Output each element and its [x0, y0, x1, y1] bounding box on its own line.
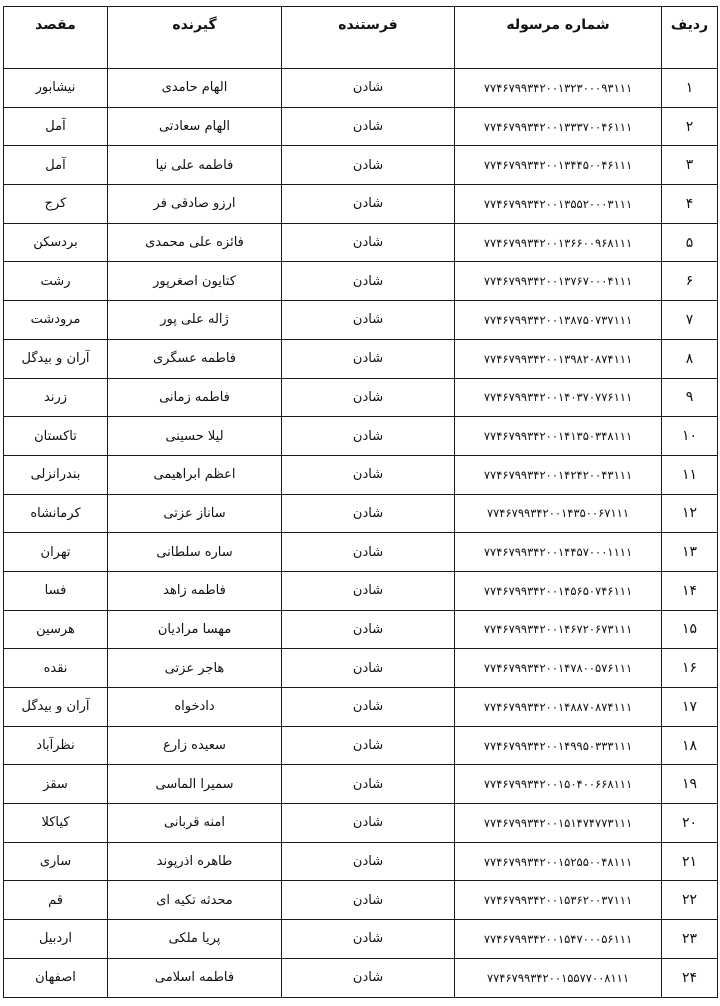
cell-destination: بردسکن	[4, 223, 108, 262]
cell-row-number: ۱۳	[662, 533, 718, 572]
cell-sender: شادن	[282, 649, 455, 688]
cell-receiver: پریا ملکی	[108, 920, 282, 959]
cell-sender: شادن	[282, 417, 455, 456]
header-destination: مقصد	[4, 7, 108, 69]
cell-tracking-number: ۷۷۴۶۷۹۹۳۴۲۰۰۱۴۷۸۰۰۵۷۶۱۱۱	[455, 649, 662, 688]
cell-receiver: ساناز عزتی	[108, 494, 282, 533]
cell-destination: آران و بیدگل	[4, 339, 108, 378]
cell-sender: شادن	[282, 765, 455, 804]
cell-tracking-number: ۷۷۴۶۷۹۹۳۴۲۰۰۱۳۴۴۵۰۰۴۶۱۱۱	[455, 146, 662, 185]
header-row-number: ردیف	[662, 7, 718, 69]
cell-sender: شادن	[282, 378, 455, 417]
cell-row-number: ۱۹	[662, 765, 718, 804]
cell-receiver: فاطمه علی نیا	[108, 146, 282, 185]
cell-row-number: ۱۱	[662, 455, 718, 494]
cell-destination: سقز	[4, 765, 108, 804]
cell-receiver: فاطمه عسگری	[108, 339, 282, 378]
table-row	[4, 958, 718, 997]
cell-destination: آران و بیدگل	[4, 688, 108, 727]
table-row	[4, 610, 718, 649]
table-row	[4, 765, 718, 804]
cell-row-number: ۳	[662, 146, 718, 185]
cell-destination: رشت	[4, 262, 108, 301]
cell-receiver: سمیرا الماسی	[108, 765, 282, 804]
cell-row-number: ۴	[662, 185, 718, 224]
cell-row-number: ۱۶	[662, 649, 718, 688]
cell-sender: شادن	[282, 688, 455, 727]
cell-tracking-number: ۷۷۴۶۷۹۹۳۴۲۰۰۱۴۸۸۷۰۸۷۴۱۱۱	[455, 688, 662, 727]
cell-sender: شادن	[282, 262, 455, 301]
cell-sender: شادن	[282, 726, 455, 765]
cell-receiver: فاطمه اسلامی	[108, 958, 282, 997]
cell-tracking-number: ۷۷۴۶۷۹۹۳۴۲۰۰۱۵۳۶۲۰۰۳۷۱۱۱	[455, 881, 662, 920]
cell-row-number: ۸	[662, 339, 718, 378]
cell-sender: شادن	[282, 533, 455, 572]
table-row	[4, 301, 718, 340]
cell-row-number: ۱۰	[662, 417, 718, 456]
cell-sender: شادن	[282, 494, 455, 533]
table-row	[4, 533, 718, 572]
cell-receiver: الهام سعادتی	[108, 107, 282, 146]
cell-destination: اصفهان	[4, 958, 108, 997]
cell-tracking-number: ۷۷۴۶۷۹۹۳۴۲۰۰۱۴۶۷۲۰۶۷۳۱۱۱	[455, 610, 662, 649]
header-tracking-number: شماره مرسوله	[455, 7, 662, 69]
table-row	[4, 571, 718, 610]
cell-tracking-number: ۷۷۴۶۷۹۹۳۴۲۰۰۱۴۵۶۵۰۷۴۶۱۱۱	[455, 571, 662, 610]
cell-tracking-number: ۷۷۴۶۷۹۹۳۴۲۰۰۱۳۷۶۷۰۰۰۴۱۱۱	[455, 262, 662, 301]
cell-receiver: اعظم ابراهیمی	[108, 455, 282, 494]
cell-destination: آمل	[4, 107, 108, 146]
cell-tracking-number: ۷۷۴۶۷۹۹۳۴۲۰۰۱۴۳۵۰۰۶۷۱۱۱	[455, 494, 662, 533]
cell-row-number: ۲۳	[662, 920, 718, 959]
cell-tracking-number: ۷۷۴۶۷۹۹۳۴۲۰۰۱۴۱۳۵۰۳۴۸۱۱۱	[455, 417, 662, 456]
cell-tracking-number: ۷۷۴۶۷۹۹۳۴۲۰۰۱۳۵۵۲۰۰۰۳۱۱۱	[455, 185, 662, 224]
table-row	[4, 455, 718, 494]
cell-row-number: ۱۲	[662, 494, 718, 533]
cell-receiver: طاهره اذرپوند	[108, 842, 282, 881]
cell-receiver: کتایون اصغرپور	[108, 262, 282, 301]
cell-receiver: ژاله علی پور	[108, 301, 282, 340]
table-row	[4, 881, 718, 920]
cell-tracking-number: ۷۷۴۶۷۹۹۳۴۲۰۰۱۳۶۶۰۰۹۶۸۱۱۱	[455, 223, 662, 262]
cell-tracking-number: ۷۷۴۶۷۹۹۳۴۲۰۰۱۳۳۳۷۰۰۴۶۱۱۱	[455, 107, 662, 146]
cell-sender: شادن	[282, 610, 455, 649]
table-row	[4, 804, 718, 843]
cell-destination: نیشابور	[4, 69, 108, 108]
cell-row-number: ۲	[662, 107, 718, 146]
cell-destination: آمل	[4, 146, 108, 185]
cell-receiver: لیلا حسینی	[108, 417, 282, 456]
cell-tracking-number: ۷۷۴۶۷۹۹۳۴۲۰۰۱۴۲۴۲۰۰۴۳۱۱۱	[455, 455, 662, 494]
table-row	[4, 842, 718, 881]
cell-receiver: ارزو صادقی فر	[108, 185, 282, 224]
cell-receiver: مهسا مرادیان	[108, 610, 282, 649]
cell-receiver: الهام حامدی	[108, 69, 282, 108]
cell-sender: شادن	[282, 339, 455, 378]
cell-receiver: ساره سلطانی	[108, 533, 282, 572]
cell-tracking-number: ۷۷۴۶۷۹۹۳۴۲۰۰۱۴۴۵۷۰۰۰۱۱۱۱	[455, 533, 662, 572]
cell-receiver: امنه قربانی	[108, 804, 282, 843]
table-header	[4, 7, 718, 69]
cell-row-number: ۹	[662, 378, 718, 417]
table-row	[4, 494, 718, 533]
cell-sender: شادن	[282, 804, 455, 843]
cell-tracking-number: ۷۷۴۶۷۹۹۳۴۲۰۰۱۳۲۳۰۰۰۹۳۱۱۱	[455, 69, 662, 108]
cell-sender: شادن	[282, 107, 455, 146]
cell-row-number: ۲۱	[662, 842, 718, 881]
cell-row-number: ۲۰	[662, 804, 718, 843]
cell-tracking-number: ۷۷۴۶۷۹۹۳۴۲۰۰۱۴۰۳۷۰۷۷۶۱۱۱	[455, 378, 662, 417]
header-sender: فرستنده	[282, 7, 455, 69]
cell-sender: شادن	[282, 455, 455, 494]
shipment-sheet	[3, 6, 717, 998]
cell-row-number: ۶	[662, 262, 718, 301]
cell-tracking-number: ۷۷۴۶۷۹۹۳۴۲۰۰۱۵۰۴۰۰۶۶۸۱۱۱	[455, 765, 662, 804]
cell-row-number: ۲۲	[662, 881, 718, 920]
cell-destination: فسا	[4, 571, 108, 610]
cell-sender: شادن	[282, 185, 455, 224]
cell-sender: شادن	[282, 920, 455, 959]
cell-sender: شادن	[282, 146, 455, 185]
cell-sender: شادن	[282, 958, 455, 997]
table-row	[4, 649, 718, 688]
cell-receiver: فائزه علی محمدی	[108, 223, 282, 262]
cell-destination: کیاکلا	[4, 804, 108, 843]
cell-destination: اردبیل	[4, 920, 108, 959]
cell-row-number: ۱۵	[662, 610, 718, 649]
cell-sender: شادن	[282, 301, 455, 340]
table-row	[4, 726, 718, 765]
cell-receiver: محدثه تکیه ای	[108, 881, 282, 920]
cell-tracking-number: ۷۷۴۶۷۹۹۳۴۲۰۰۱۵۴۷۰۰۰۵۶۱۱۱	[455, 920, 662, 959]
cell-tracking-number: ۷۷۴۶۷۹۹۳۴۲۰۰۱۵۲۵۵۰۰۴۸۱۱۱	[455, 842, 662, 881]
header-receiver: گیرنده	[108, 7, 282, 69]
cell-tracking-number: ۷۷۴۶۷۹۹۳۴۲۰۰۱۵۱۴۷۴۷۷۳۱۱۱	[455, 804, 662, 843]
cell-sender: شادن	[282, 69, 455, 108]
cell-receiver: فاطمه زمانی	[108, 378, 282, 417]
cell-destination: کرج	[4, 185, 108, 224]
cell-destination: تهران	[4, 533, 108, 572]
cell-receiver: فاطمه زاهد	[108, 571, 282, 610]
cell-sender: شادن	[282, 842, 455, 881]
cell-row-number: ۱۸	[662, 726, 718, 765]
cell-row-number: ۷	[662, 301, 718, 340]
cell-destination: نظرآباد	[4, 726, 108, 765]
cell-destination: هرسین	[4, 610, 108, 649]
table-row	[4, 185, 718, 224]
cell-destination: تاکستان	[4, 417, 108, 456]
cell-destination: ساری	[4, 842, 108, 881]
header-row	[4, 7, 718, 69]
cell-destination: نقده	[4, 649, 108, 688]
cell-row-number: ۵	[662, 223, 718, 262]
table-row	[4, 920, 718, 959]
cell-receiver: سعیده زارع	[108, 726, 282, 765]
table-row	[4, 223, 718, 262]
cell-destination: بندرانزلی	[4, 455, 108, 494]
cell-row-number: ۱۴	[662, 571, 718, 610]
cell-tracking-number: ۷۷۴۶۷۹۹۳۴۲۰۰۱۴۹۹۵۰۳۳۳۱۱۱	[455, 726, 662, 765]
table-row	[4, 417, 718, 456]
cell-row-number: ۲۴	[662, 958, 718, 997]
table-row	[4, 378, 718, 417]
cell-sender: شادن	[282, 571, 455, 610]
shipment-table	[3, 6, 718, 998]
cell-row-number: ۱۷	[662, 688, 718, 727]
cell-destination: قم	[4, 881, 108, 920]
table-body	[4, 69, 718, 998]
table-row	[4, 69, 718, 108]
cell-destination: مرودشت	[4, 301, 108, 340]
table-row	[4, 146, 718, 185]
cell-tracking-number: ۷۷۴۶۷۹۹۳۴۲۰۰۱۳۸۷۵۰۷۳۷۱۱۱	[455, 301, 662, 340]
cell-destination: کرمانشاه	[4, 494, 108, 533]
table-row	[4, 688, 718, 727]
cell-tracking-number: ۷۷۴۶۷۹۹۳۴۲۰۰۱۵۵۷۷۰۰۸۱۱۱	[455, 958, 662, 997]
table-row	[4, 107, 718, 146]
cell-receiver: هاجر عزتی	[108, 649, 282, 688]
cell-sender: شادن	[282, 881, 455, 920]
cell-sender: شادن	[282, 223, 455, 262]
cell-destination: زرند	[4, 378, 108, 417]
table-row	[4, 339, 718, 378]
cell-row-number: ۱	[662, 69, 718, 108]
table-row	[4, 262, 718, 301]
cell-tracking-number: ۷۷۴۶۷۹۹۳۴۲۰۰۱۳۹۸۲۰۸۷۴۱۱۱	[455, 339, 662, 378]
cell-receiver: دادخواه	[108, 688, 282, 727]
